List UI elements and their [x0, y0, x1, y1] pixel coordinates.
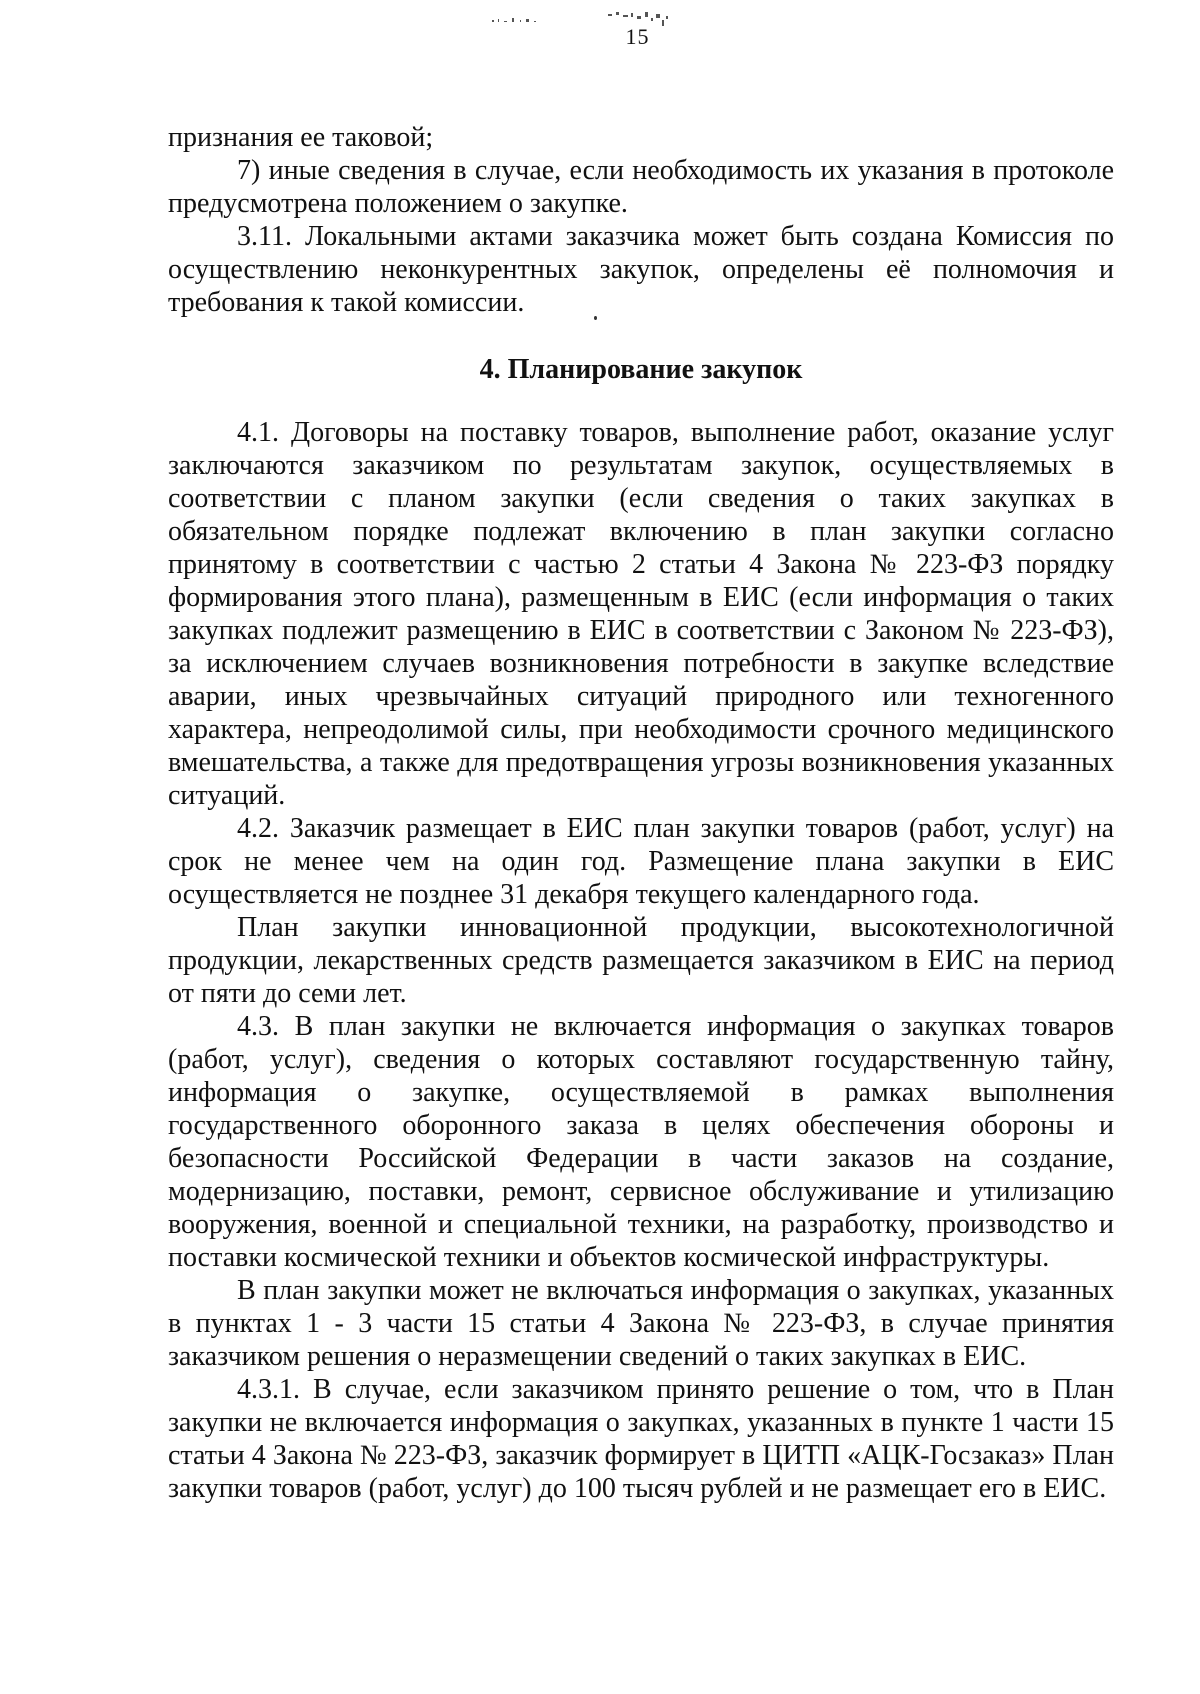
paragraph: признания ее таковой;	[168, 122, 434, 153]
paragraph: 4.1. Договоры на поставку товаров, выполнение работ, оказание услуг заключаются заказчиком по результатам закупок, осуществляемых в соответствии с планом закупки (если сведения о таких закупках в обязательном порядке подлежат включению в план закупки согласно принятому в соответствии с частью 2 статьи 4 Закона № 223-ФЗ порядку формирования этого плана), размещенным в ЕИС (если информация о таких закупках подлежит размещению в ЕИС в соответствии с Законом № 223-ФЗ), за исключением случаев возникновения потребности в закупке вследствие аварии, иных чрезвычайных ситуаций природного или техногенного характера, непреодолимой силы, при необходимости срочного медицинского вмешательства, а также для предотвращения угрозы возникновения указанных ситуаций.	[168, 417, 1114, 811]
section-heading: 4. Планирование закупок	[479, 354, 803, 385]
paragraph: 4.3.1. В случае, если заказчиком принято решение о том, что в План закупки не включается информация о закупках, указанных в пункте 1 части 15 статьи 4 Закона № 223-ФЗ, заказчик формирует в ЦИТП «АЦК-Госзаказ» План закупки товаров (работ, услуг) до 100 тысяч рублей и не размещает его в ЕИС.	[168, 1374, 1114, 1504]
section-body	[168, 416, 1114, 1505]
paragraph: 4.3. В план закупки не включается информация о закупках товаров (работ, услуг), сведения о которых составляют государственную тайну, информация о закупке, осуществляемой в рамках выполнения государственного оборонного заказа в целях обеспечения обороны и безопасности Российской Федерации в части заказов на создание, модернизацию, поставки, ремонт, сервисное обслуживание и утилизацию вооружения, военной и специальной техники, на разработку, производство и поставки космической техники и объектов космической инфраструктуры.	[168, 1011, 1114, 1273]
paragraph: 7) иные сведения в случае, если необходимость их указания в протоколе предусмотрена положением о закупке.	[168, 155, 1114, 219]
scan-speck	[594, 316, 597, 320]
top-paragraphs	[168, 121, 1114, 319]
paragraph: План закупки инновационной продукции, высокотехнологичной продукции, лекарственных средств размещается заказчиком в ЕИС на период от пяти до семи лет.	[168, 912, 1114, 1009]
paragraph: 4.2. Заказчик размещает в ЕИС план закупки товаров (работ, услуг) на срок не менее чем на один год. Размещение плана закупки в ЕИС осуществляется не позднее 31 декабря текущего календарного года.	[168, 813, 1114, 910]
paragraph: 3.11. Локальными актами заказчика может быть создана Комиссия по осуществлению неконкурентных закупок, определены её полномочия и требования к такой комиссии.	[168, 221, 1114, 318]
paragraph: В план закупки может не включаться информация о закупках, указанных в пунктах 1 - 3 части 15 статьи 4 Закона № 223-ФЗ, в случае принятия заказчиком решения о неразмещении сведений о таких закупках в ЕИС.	[168, 1275, 1114, 1372]
page-number: 15	[625, 24, 650, 49]
